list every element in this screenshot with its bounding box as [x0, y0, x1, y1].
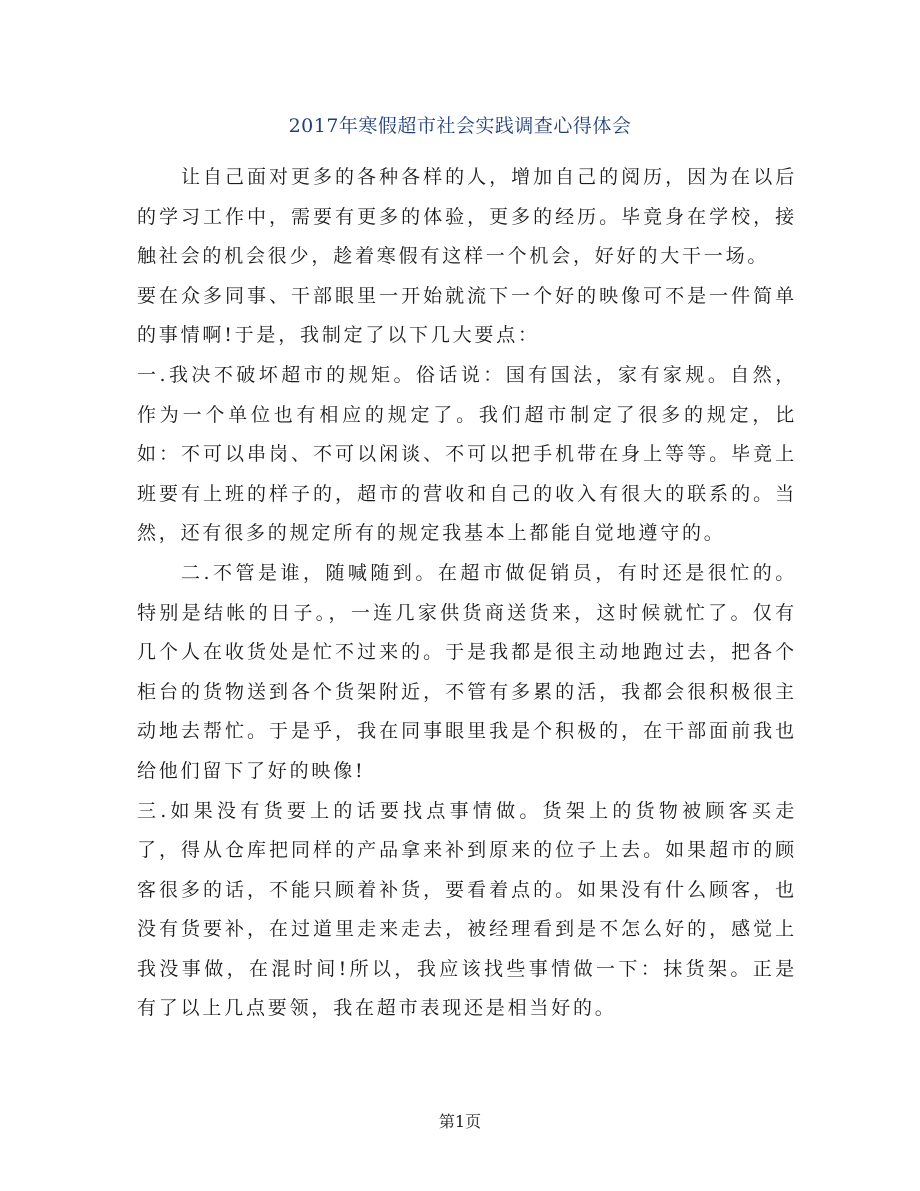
- page-title: 2017年寒假超市社会实践调查心得体会: [288, 115, 632, 137]
- document-body: [137, 158, 797, 1029]
- paragraph-1: 让自己面对更多的各种各样的人，增加自己的阅历，因为在以后的学习工作中，需要有更多的体验，更多的经历。毕竟身在学校，接触社会的机会很少，趁着寒假有这样一个机会，好好的大干一场。: [137, 166, 797, 268]
- paragraph-5: 三.如果没有货要上的话要找点事情做。货架上的货物被顾客买走了，得从仓库把同样的产品拿来补到原来的位子上去。如果超市的顾客很多的话，不能只顾着补货，要看着点的。如果没有什么顾客，也没有货要补，在过道里走来走去，被经理看到是不怎么好的，感觉上我没事做，在混时间!所以，我应该找些事情做一下：抹货架。正是有了以上几点要领，我在超市表现还是相当好的。: [137, 799, 797, 1020]
- paragraph-2: 要在众多同事、干部眼里一开始就流下一个好的映像可不是一件简单的事情啊!于是，我制定了以下几大要点：: [137, 284, 797, 347]
- page-number: 第1页: [438, 1112, 482, 1131]
- paragraph-3: 一.我决不破坏超市的规矩。俗话说：国有国法，家有家规。自然，作为一个单位也有相应的规定了。我们超市制定了很多的规定，比如：不可以串岗、不可以闲谈、不可以把手机带在身上等等。毕竟上班要有上班的样子的，超市的营收和自己的收入有很大的联系的。当然，还有很多的规定所有的规定我基本上都能自觉地遵守的。: [137, 363, 797, 545]
- paragraph-4: 二.不管是谁，随喊随到。在超市做促销员，有时还是很忙的。特别是结帐的日子。，一连几家供货商送货来，这时候就忙了。仅有几个人在收货处是忙不过来的。于是我都是很主动地跑过去，把各个柜台的货物送到各个货架附近，不管有多累的活，我都会很积极很主动地去帮忙。于是乎，我在同事眼里我是个积极的，在干部面前我也给他们留下了好的映像!: [137, 561, 797, 782]
